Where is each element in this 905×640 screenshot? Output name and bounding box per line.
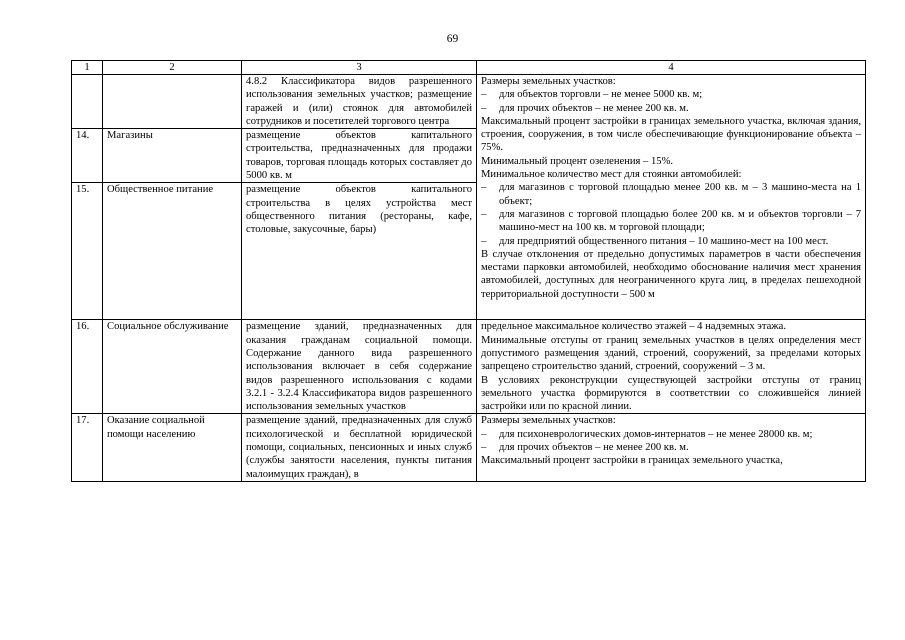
param-list-item: – для объектов торговли – не менее 5000 кв. м; (481, 89, 703, 101)
use-name: Общественное питание (103, 183, 242, 320)
dash-marker: – (481, 442, 487, 454)
param-paragraph: Максимальный процент застройки в границах земельного участка, включая здания, строения, сооружения, в том числе обеспечивающие функционирование объекта – 75%. (481, 115, 861, 154)
use-name: Социальное обслуживание (103, 320, 242, 414)
row-number: 16. (72, 320, 103, 414)
use-description: размещение объектов капитального строительства, предназначенных для продажи товаров, торговая площадь которых составляет до 5000 кв. м (242, 129, 477, 183)
dash-marker: – (481, 182, 487, 194)
param-list-item: – для прочих объектов – не менее 200 кв. м. (481, 442, 689, 454)
table-row (72, 320, 866, 414)
header-row (72, 61, 866, 75)
dash-marker: – (481, 235, 487, 247)
use-name: Оказание социальной помощи населению (103, 414, 242, 481)
header-cell-3: 3 (242, 61, 477, 75)
dash-marker: – (481, 428, 487, 440)
param-paragraph: Минимальные отступы от границ земельных участков в целях определения мест допустимого размещения зданий, строений, сооружений, за пределами которых запрещено строительство зданий, строений, сооружений – 3 м. (481, 334, 861, 373)
param-paragraph: В случае отклонения от предельно допустимых параметров в части обеспечения местами парковки автомобилей, необходимо обоснование наличия мест хранения автомобилей, доступных для неограниченного круга лиц, в пределах пешеходной территориальной доступности – 500 м (481, 248, 861, 300)
param-list-item: – для прочих объектов – не менее 200 кв. м. (481, 102, 689, 114)
page-number: 69 (446, 33, 459, 45)
param-list-item: – для магазинов с торговой площадью более 200 кв. м и объектов торговли – 7 машино-мест на 100 кв. м торговой площади; (481, 208, 861, 234)
parameters-cell (477, 320, 866, 414)
param-list-item: – для предприятий общественного питания – 10 машино-мест на 100 мест. (481, 235, 829, 247)
header-cell-1: 1 (72, 61, 103, 75)
use-description: размещение зданий, предназначенных для служб психологической и бесплатной юридической помощи, социальных, пенсионных и иных служб (службы занятости населения, пункты питания малоимущих граждан), в (242, 414, 477, 481)
use-name: Магазины (103, 129, 242, 183)
row-number (72, 75, 103, 129)
parameters-cell (477, 75, 866, 320)
regulations-table (71, 60, 866, 482)
param-list-item: – для магазинов с торговой площадью менее 200 кв. м – 3 машино-места на 1 объект; (481, 182, 861, 207)
table-row (72, 414, 866, 481)
header-cell-4: 4 (477, 61, 866, 75)
param-paragraph: Минимальный процент озеленения – 15%. (481, 155, 674, 167)
param-paragraph: Максимальный процент застройки в границах земельного участка, (481, 455, 783, 467)
param-list-item: – для психоневрологических домов-интернатов – не менее 28000 кв. м; (481, 428, 813, 440)
use-name (103, 75, 242, 129)
dash-marker: – (481, 208, 487, 220)
parameters-cell (477, 414, 866, 481)
table-row (72, 75, 866, 129)
dash-marker: – (481, 89, 487, 101)
row-number: 15. (72, 183, 103, 320)
param-paragraph: Размеры земельных участков: (481, 76, 616, 87)
dash-marker: – (481, 102, 487, 114)
use-description: размещение объектов капитального строительства в целях устройства мест общественного питания (рестораны, кафе, столовые, закусочные, бары) (242, 183, 477, 320)
param-paragraph: В условиях реконструкции существующей застройки отступы от границ земельного участка формируются в соответствии со сложившейся линией застройки или по красной линии. (481, 374, 861, 413)
param-paragraph: Размеры земельных участков: (481, 415, 616, 427)
param-paragraph: Минимальное количество мест для стоянки автомобилей: (481, 169, 742, 181)
use-description: 4.8.2 Классификатора видов разрешенного использования земельных участков; размещение гаражей и (или) стоянок для автомобилей сотрудников и посетителей торгового центра (242, 75, 477, 129)
row-number: 17. (72, 414, 103, 481)
row-number: 14. (72, 129, 103, 183)
param-paragraph: предельное максимальное количество этажей – 4 надземных этажа. (481, 321, 786, 333)
header-cell-2: 2 (103, 61, 242, 75)
use-description: размещение зданий, предназначенных для оказания гражданам социальной помощи. Содержание данного вида разрешенного использования включает в себя содержание видов разрешенного использования с кодами 3.2.1 - 3.2.4 Классификатора видов разрешенного использования земельных участков (242, 320, 477, 414)
